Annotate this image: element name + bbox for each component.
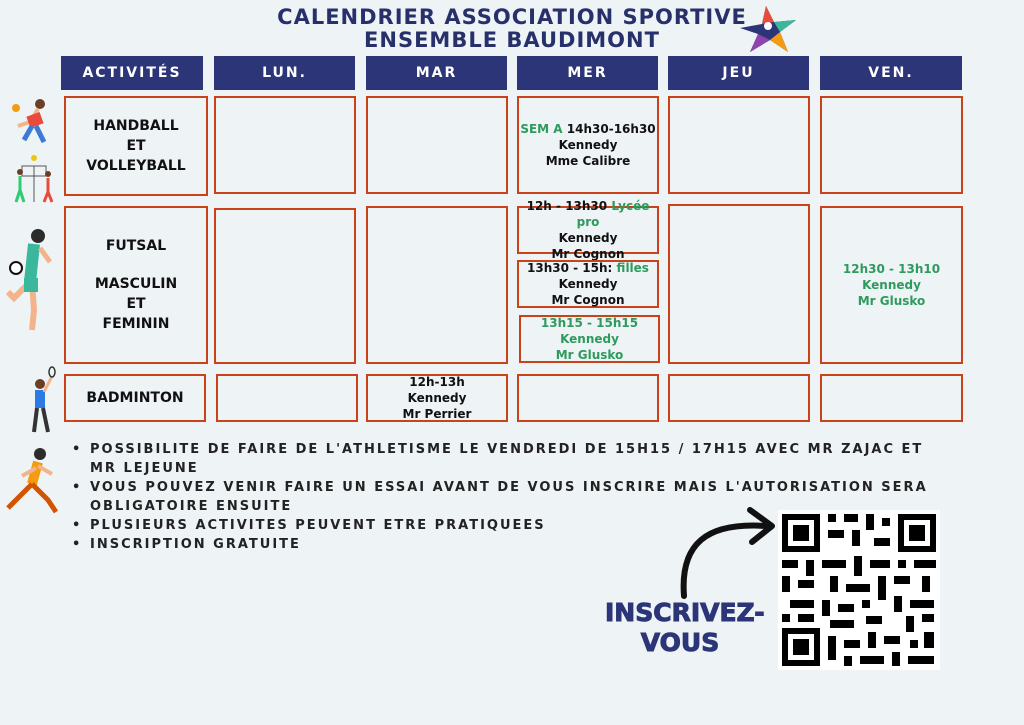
cell-handball-jeu bbox=[668, 96, 810, 194]
activity-line: HANDBALL bbox=[93, 118, 179, 134]
note-item: • PLUSIEURS ACTIVITES PEUVENT ETRE PRATIQUEES bbox=[72, 516, 932, 535]
slot-hours: 13h30 - 15h: bbox=[527, 261, 613, 275]
cell-handball-mer bbox=[517, 96, 659, 194]
signup-cta bbox=[605, 598, 765, 658]
slot-time bbox=[527, 260, 649, 276]
slot-teacher: Mr Glusko bbox=[857, 294, 926, 308]
slot-place: Kennedy bbox=[862, 278, 921, 292]
slot-time bbox=[519, 198, 657, 230]
cell-badminton-ven bbox=[820, 374, 963, 422]
cell-badminton-jeu bbox=[668, 374, 810, 422]
note-item: • VOUS POUVEZ VENIR FAIRE UN ESSAI AVANT DE VOUS INSCRIRE MAIS L'AUTORISATION SERA OBLIGATOIRE ENSUITE bbox=[72, 478, 932, 516]
header-jeu: JEU bbox=[668, 56, 809, 90]
cell-badminton-mar bbox=[366, 374, 508, 422]
slot-teacher: Mme Calibre bbox=[545, 154, 631, 168]
slot-teacher: Mr Cognon bbox=[551, 293, 625, 307]
activity-badminton: BADMINTON bbox=[64, 374, 206, 422]
slot-place: Kennedy bbox=[558, 277, 618, 291]
page-title bbox=[0, 6, 1024, 52]
activity-line: FEMININ bbox=[102, 316, 170, 332]
volleyball-players-icon bbox=[8, 152, 58, 206]
cell-badminton-mer bbox=[517, 374, 659, 422]
slot-hours: 14h30-16h30 bbox=[566, 122, 656, 136]
cta-line-2: VOUS bbox=[640, 628, 720, 657]
slot-teacher: Mr Cognon bbox=[551, 247, 625, 261]
cell-badminton-lun bbox=[216, 374, 358, 422]
slot-teacher: Mr Perrier bbox=[402, 407, 472, 421]
cell-futsal-mer-1 bbox=[517, 199, 659, 261]
handball-player-icon bbox=[10, 96, 56, 146]
cell-futsal-lun bbox=[214, 208, 356, 364]
header-mar: MAR bbox=[366, 56, 507, 90]
header-mer: MER bbox=[517, 56, 658, 90]
cell-futsal-mer-2 bbox=[517, 260, 659, 308]
cell-futsal-jeu bbox=[668, 204, 810, 364]
runner-icon bbox=[4, 446, 62, 522]
slot-hours: 12h30 - 13h10 bbox=[842, 262, 941, 276]
slot-place: Kennedy bbox=[558, 231, 618, 245]
activity-line: ET bbox=[126, 296, 146, 312]
title-line-1: CALENDRIER ASSOCIATION SPORTIVE bbox=[277, 5, 747, 29]
cell-handball-ven bbox=[820, 96, 963, 194]
cta-line-1: INSCRIVEZ- bbox=[605, 598, 765, 627]
cell-futsal-mar bbox=[366, 206, 508, 364]
football-player-icon bbox=[4, 226, 56, 338]
slot-group: filles bbox=[616, 261, 649, 275]
slot-hours: 12h-13h bbox=[409, 375, 465, 389]
slot-hours: 13h15 - 15h15 bbox=[540, 316, 639, 330]
title-line-2: ENSEMBLE BAUDIMONT bbox=[364, 28, 660, 52]
activity-line: VOLLEYBALL bbox=[86, 158, 186, 174]
slot-week: SEM A bbox=[520, 122, 563, 136]
activity-line: FUTSAL bbox=[105, 238, 167, 254]
badminton-player-icon bbox=[22, 366, 56, 436]
logo-star-icon bbox=[736, 4, 808, 56]
activity-futsal bbox=[64, 206, 208, 364]
header-lun: LUN. bbox=[214, 56, 355, 90]
slot-teacher: Mr Glusko bbox=[555, 348, 624, 362]
slot-place: Kennedy bbox=[560, 332, 619, 346]
curved-arrow-icon bbox=[676, 504, 780, 600]
cell-handball-mar bbox=[366, 96, 508, 194]
activity-line: ET bbox=[126, 138, 146, 154]
cell-futsal-mer-3 bbox=[519, 315, 660, 363]
activity-handball bbox=[64, 96, 208, 196]
slot-place: Kennedy bbox=[407, 391, 467, 405]
cell-handball-lun bbox=[214, 96, 356, 194]
cell-futsal-ven bbox=[820, 206, 963, 364]
activity-line: MASCULIN bbox=[94, 276, 178, 292]
qr-code-icon bbox=[778, 510, 940, 670]
header-ven: VEN. bbox=[820, 56, 962, 90]
note-item: • POSSIBILITE DE FAIRE DE L'ATHLETISME LE VENDREDI DE 15H15 / 17H15 AVEC MR ZAJAC ET MR LEJEUNE bbox=[72, 440, 932, 478]
header-activites: ACTIVITÉS bbox=[61, 56, 203, 90]
slot-place: Kennedy bbox=[558, 138, 618, 152]
slot-hours: 12h - 13h30 bbox=[526, 199, 608, 213]
qr-code[interactable] bbox=[778, 510, 940, 670]
slot-group: Lycée pro bbox=[576, 199, 650, 229]
slot-time bbox=[520, 121, 655, 137]
note-item: • INSCRIPTION GRATUITE bbox=[72, 535, 932, 554]
